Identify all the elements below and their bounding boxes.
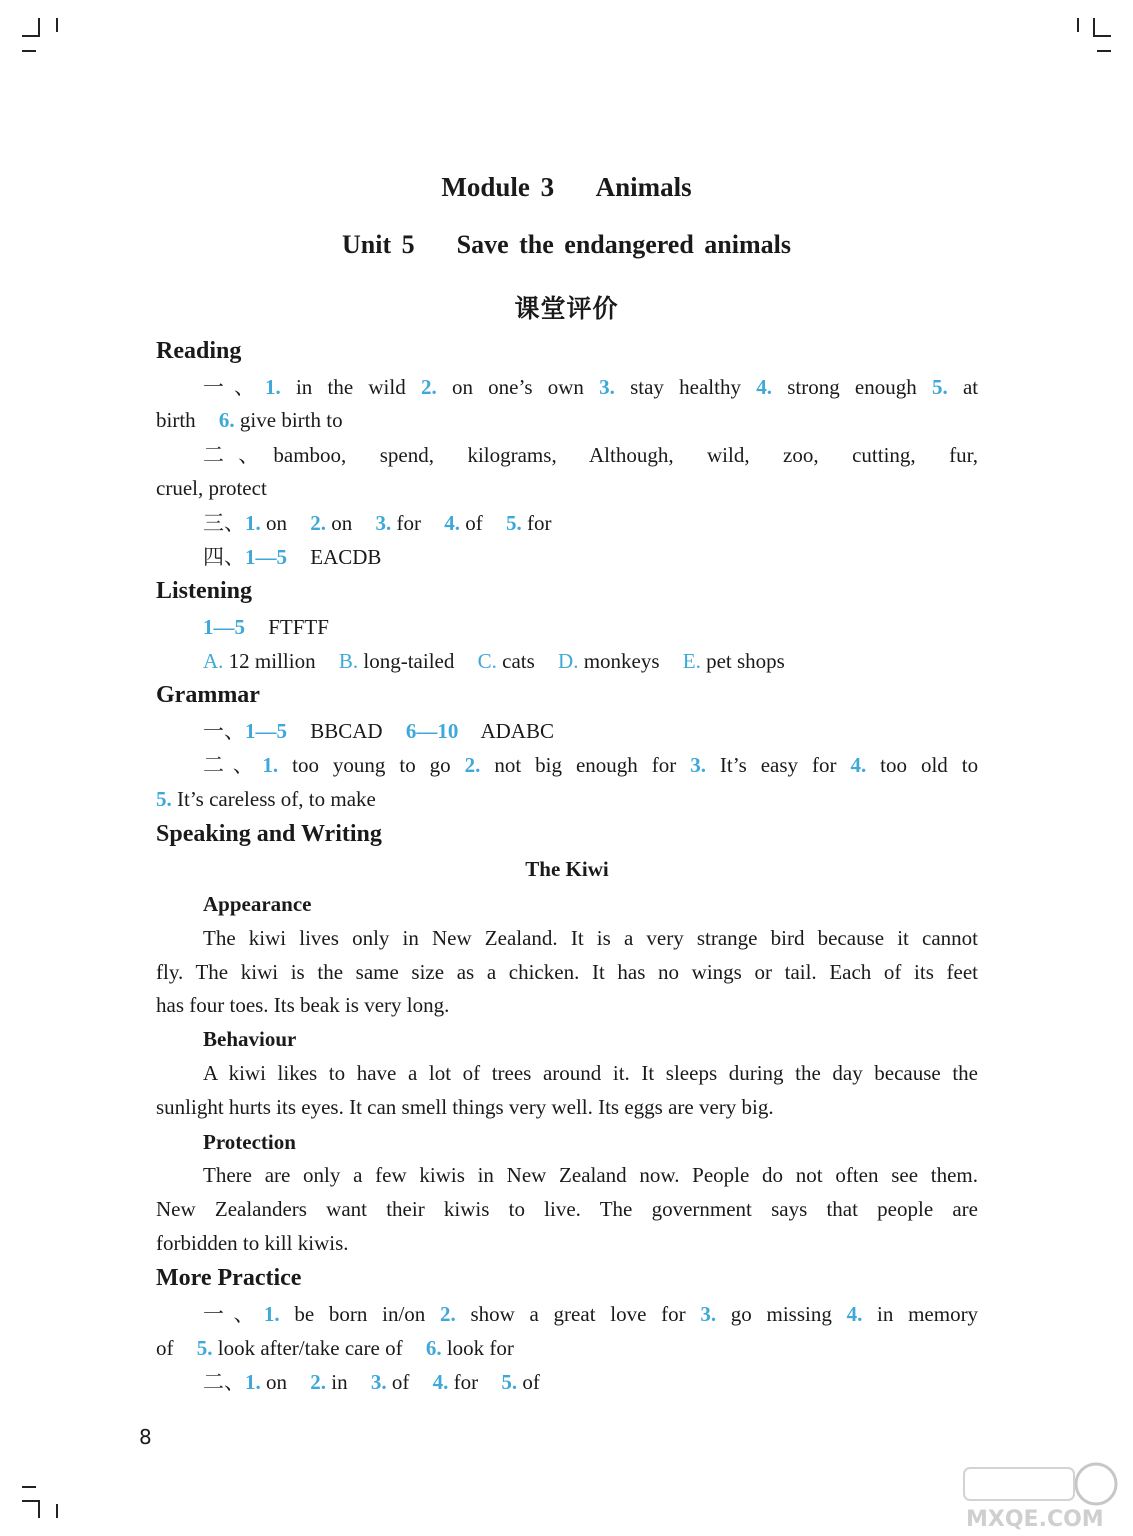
- more-practice-answers-1-cont: of 5. look after/take care of 6. look for: [156, 1336, 514, 1360]
- appearance-line-1: The kiwi lives only in New Zealand. It is a very strange bird because it cannot: [203, 926, 978, 950]
- behaviour-line-1: A kiwi likes to have a lot of trees around it. It sleeps during the day because the: [203, 1061, 978, 1085]
- grammar-answers-1: 一、1—5 BBCAD 6—10 ADABC: [203, 719, 554, 743]
- protection-line-3: forbidden to kill kiwis.: [156, 1231, 349, 1255]
- reading-answers-1-cont: birth 6. give birth to: [156, 408, 343, 432]
- appearance-heading: Appearance: [203, 892, 312, 916]
- crop-mark: [56, 1504, 58, 1518]
- crop-mark: [1077, 18, 1079, 32]
- protection-heading: Protection: [203, 1130, 296, 1154]
- page-number: 8: [139, 1425, 152, 1449]
- section-title-cn: 课堂评价: [514, 294, 619, 323]
- crop-mark: [22, 1486, 36, 1488]
- reading-heading: Reading: [156, 338, 242, 364]
- crop-mark: [22, 35, 40, 37]
- crop-mark: [38, 18, 40, 36]
- listening-answers-1: 1—5 FTFTF: [203, 615, 329, 639]
- crop-mark: [1093, 35, 1111, 37]
- reading-answers-3: 三、1. on 2. on 3. for 4. of 5. for: [203, 511, 552, 535]
- module-title: Module 3 Animals: [441, 172, 692, 202]
- appearance-line-3: has four toes. Its beak is very long.: [156, 993, 450, 1017]
- appearance-line-2: fly. The kiwi is the same size as a chicken. It has no wings or tail. Each of its feet: [156, 960, 978, 984]
- protection-line-1: There are only a few kiwis in New Zealand now. People do not often see them.: [203, 1163, 978, 1187]
- watermark-logo: [958, 1462, 1128, 1532]
- grammar-answers-2: 二、1. too young to go 2. not big enough for 3. It’s easy for 4. too old to: [203, 753, 979, 777]
- crop-mark: [38, 1500, 40, 1518]
- protection-line-2: New Zealanders want their kiwis to live. The government says that people are: [156, 1197, 978, 1221]
- crop-mark: [22, 50, 36, 52]
- more-practice-heading: More Practice: [156, 1265, 302, 1291]
- crop-mark: [56, 18, 58, 32]
- crop-mark: [1093, 18, 1095, 36]
- grammar-answers-2-cont: 5. It’s careless of, to make: [156, 787, 376, 811]
- more-practice-answers-1: 一、1. be born in/on 2. show a great love for 3. go missing 4. in memory: [203, 1302, 979, 1326]
- watermark-text: MXQE.COM: [966, 1507, 1104, 1532]
- reading-answers-2-cont: cruel, protect: [156, 476, 267, 500]
- listening-answers-2: A. 12 million B. long-tailed C. cats D. monkeys E. pet shops: [203, 649, 785, 673]
- crop-mark: [1097, 50, 1111, 52]
- more-practice-answers-2: 二、1. on 2. in 3. of 4. for 5. of: [203, 1370, 540, 1394]
- speaking-heading: Speaking and Writing: [156, 821, 382, 847]
- listening-heading: Listening: [156, 578, 253, 604]
- grammar-heading: Grammar: [156, 682, 260, 708]
- behaviour-line-2: sunlight hurts its eyes. It can smell things very well. Its eggs are very big.: [156, 1095, 774, 1119]
- reading-answers-4: 四、1—5 EACDB: [203, 545, 382, 569]
- reading-answers-2: 二、bamboo, spend, kilograms, Although, wild, zoo, cutting, fur,: [203, 443, 978, 467]
- reading-answers-1: 一、1. in the wild 2. on one’s own 3. stay healthy 4. strong enough 5. at: [203, 375, 979, 399]
- unit-title: Unit 5 Save the endangered animals: [342, 230, 791, 259]
- behaviour-heading: Behaviour: [203, 1027, 297, 1051]
- essay-title: The Kiwi: [525, 857, 609, 881]
